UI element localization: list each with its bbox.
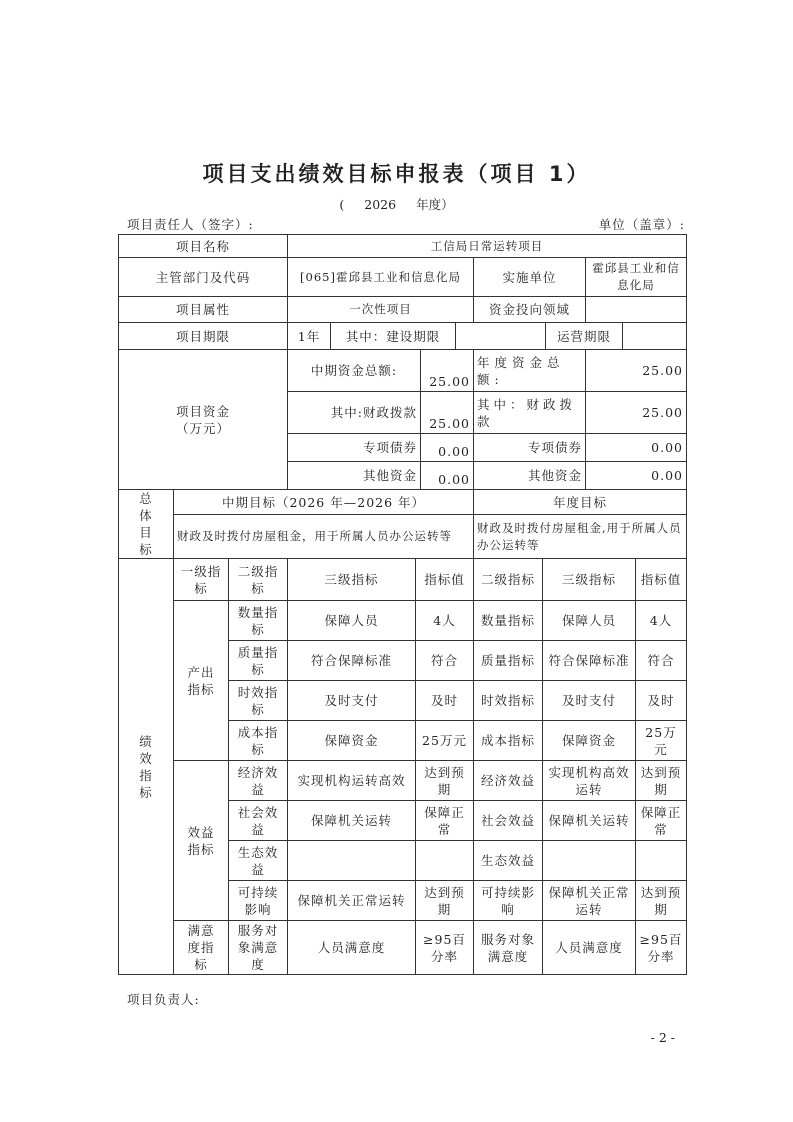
level2-indicator: 服务对象满意度 bbox=[229, 921, 288, 975]
level3-indicator bbox=[288, 841, 416, 881]
indicator-value: 保障正常 bbox=[416, 801, 474, 841]
ops-value bbox=[623, 323, 687, 350]
table-row bbox=[119, 921, 687, 975]
level3-indicator: 人员满意度 bbox=[288, 921, 416, 975]
goals-year-text: 财政及时拨付房屋租金,用于所属人员办公运转等 bbox=[474, 515, 687, 559]
level3-indicator-year: 人员满意度 bbox=[543, 921, 636, 975]
indicator-value: 符合 bbox=[416, 641, 474, 681]
year-open: ( bbox=[339, 197, 345, 212]
indicator-value: 达到预期 bbox=[416, 761, 474, 801]
level3-indicator-year: 保障机关正常运转 bbox=[543, 881, 636, 921]
indicator-header: 一级指标 bbox=[174, 559, 229, 601]
goals-mid-text: 财政及时拨付房屋租金，用于所属人员办公运转等 bbox=[174, 515, 474, 559]
level2-indicator: 生态效益 bbox=[229, 841, 288, 881]
attr-label: 项目属性 bbox=[119, 297, 288, 323]
fund-mid-label: 其中:财政拨款 bbox=[288, 392, 421, 434]
level3-indicator: 保障机关运转 bbox=[288, 801, 416, 841]
indicator-value-year: 保障正常 bbox=[636, 801, 687, 841]
indicator-value-year: 达到预期 bbox=[636, 881, 687, 921]
indicator-value-year: 25万元 bbox=[636, 721, 687, 761]
funds-table bbox=[118, 349, 687, 490]
level2-indicator: 数量指标 bbox=[229, 601, 288, 641]
level2-indicator-year: 经济效益 bbox=[474, 761, 543, 801]
level3-indicator-year: 实现机构高效运转 bbox=[543, 761, 636, 801]
level3-indicator: 及时支付 bbox=[288, 681, 416, 721]
fund-mid-value: 25.00 bbox=[421, 350, 474, 392]
info-table bbox=[118, 234, 687, 323]
build-label: 其中：建设期限 bbox=[331, 323, 456, 350]
goals-mid-header: 中期目标（2026 年—2026 年） bbox=[174, 490, 474, 515]
fund-mid-value: 0.00 bbox=[421, 434, 474, 462]
level2-indicator-year: 社会效益 bbox=[474, 801, 543, 841]
level3-indicator-year: 保障机关运转 bbox=[543, 801, 636, 841]
indicator-group: 满意度指标 bbox=[174, 921, 229, 975]
funds-label: 项目资金（万元） bbox=[119, 350, 288, 490]
level3-indicator-year: 保障资金 bbox=[543, 721, 636, 761]
fund-mid-value: 0.00 bbox=[421, 462, 474, 490]
level2-indicator-year: 服务对象满意度 bbox=[474, 921, 543, 975]
level2-indicator-year: 生态效益 bbox=[474, 841, 543, 881]
fund-year-value: 0.00 bbox=[586, 462, 687, 490]
year-label: 年度） bbox=[416, 197, 454, 212]
indicator-header-row bbox=[119, 559, 687, 601]
level2-indicator: 经济效益 bbox=[229, 761, 288, 801]
level3-indicator-year: 及时支付 bbox=[543, 681, 636, 721]
indicator-header: 三级指标 bbox=[288, 559, 416, 601]
fund-year-label: 其他资金 bbox=[474, 462, 586, 490]
indicator-header: 指标值 bbox=[416, 559, 474, 601]
level2-indicator-year: 质量指标 bbox=[474, 641, 543, 681]
year-value: 2026 bbox=[364, 197, 397, 212]
page-title: 项目支出绩效目标申报表（项目 1） bbox=[202, 162, 591, 186]
indicator-value-year: 达到预期 bbox=[636, 761, 687, 801]
dept-label: 主管部门及代码 bbox=[119, 258, 288, 297]
report-table bbox=[118, 235, 686, 975]
level2-indicator: 社会效益 bbox=[229, 801, 288, 841]
indicator-header: 三级指标 bbox=[543, 559, 636, 601]
level2-indicator: 质量指标 bbox=[229, 641, 288, 681]
indicator-value-year: 4人 bbox=[636, 601, 687, 641]
indicator-value-year: ≥95百分率 bbox=[636, 921, 687, 975]
ops-label: 运营期限 bbox=[546, 323, 623, 350]
unit-label: 单位（盖章）: bbox=[598, 217, 685, 232]
attr-value: 一次性项目 bbox=[288, 297, 474, 323]
indicator-header: 二级指标 bbox=[229, 559, 288, 601]
indicator-value: 4人 bbox=[416, 601, 474, 641]
responsible-label: 项目责任人（签字）: bbox=[127, 217, 254, 232]
footer-label: 项目负责人: bbox=[127, 992, 200, 1007]
period-label: 项目期限 bbox=[119, 323, 288, 350]
year-line bbox=[0, 195, 793, 213]
impl-label: 实施单位 bbox=[474, 258, 586, 297]
page-number: - 2 - bbox=[650, 1030, 675, 1045]
field-value bbox=[586, 297, 687, 323]
fund-year-label: 专项债券 bbox=[474, 434, 586, 462]
fund-year-value: 0.00 bbox=[586, 434, 687, 462]
period-value: 1年 bbox=[288, 323, 331, 350]
indicator-value: 及时 bbox=[416, 681, 474, 721]
indicator-value-year bbox=[636, 841, 687, 881]
level2-indicator: 成本指标 bbox=[229, 721, 288, 761]
fund-mid-value: 25.00 bbox=[421, 392, 474, 434]
level3-indicator-year: 符合保障标准 bbox=[543, 641, 636, 681]
level3-indicator-year bbox=[543, 841, 636, 881]
level2-indicator: 时效指标 bbox=[229, 681, 288, 721]
fund-year-label: 年度资金总额: bbox=[474, 350, 586, 392]
indicator-header: 二级指标 bbox=[474, 559, 543, 601]
indicator-value: ≥95百分率 bbox=[416, 921, 474, 975]
impl-value: 霍邱县工业和信息化局 bbox=[586, 258, 687, 297]
level2-indicator-year: 成本指标 bbox=[474, 721, 543, 761]
indicators-label: 绩效指标 bbox=[119, 559, 174, 975]
level3-indicator: 保障机关正常运转 bbox=[288, 881, 416, 921]
fund-year-value: 25.00 bbox=[586, 392, 687, 434]
goals-table bbox=[118, 489, 687, 559]
build-value bbox=[456, 323, 546, 350]
level3-indicator: 保障人员 bbox=[288, 601, 416, 641]
level3-indicator: 实现机构运转高效 bbox=[288, 761, 416, 801]
field-label: 资金投向领域 bbox=[474, 297, 586, 323]
indicator-value: 25万元 bbox=[416, 721, 474, 761]
project-name-value: 工信局日常运转项目 bbox=[288, 235, 687, 258]
indicators-table bbox=[118, 558, 687, 975]
level3-indicator: 符合保障标准 bbox=[288, 641, 416, 681]
indicator-value: 达到预期 bbox=[416, 881, 474, 921]
level3-indicator-year: 保障人员 bbox=[543, 601, 636, 641]
indicator-value bbox=[416, 841, 474, 881]
indicator-header: 指标值 bbox=[636, 559, 687, 601]
indicator-group: 效益指标 bbox=[174, 761, 229, 921]
period-table bbox=[118, 322, 687, 350]
level2-indicator-year: 数量指标 bbox=[474, 601, 543, 641]
fund-mid-label: 中期资金总额: bbox=[288, 350, 421, 392]
indicator-group: 产出指标 bbox=[174, 601, 229, 761]
table-row bbox=[119, 761, 687, 801]
project-name-label: 项目名称 bbox=[119, 235, 288, 258]
indicator-value-year: 符合 bbox=[636, 641, 687, 681]
goals-label: 总体目标 bbox=[119, 490, 174, 559]
fund-mid-label: 专项债券 bbox=[288, 434, 421, 462]
fund-year-label: 其中：财政拨款 bbox=[474, 392, 586, 434]
fund-mid-label: 其他资金 bbox=[288, 462, 421, 490]
table-row bbox=[119, 601, 687, 641]
level2-indicator-year: 时效指标 bbox=[474, 681, 543, 721]
fund-year-value: 25.00 bbox=[586, 350, 687, 392]
level2-indicator: 可持续影响 bbox=[229, 881, 288, 921]
indicator-value-year: 及时 bbox=[636, 681, 687, 721]
level3-indicator: 保障资金 bbox=[288, 721, 416, 761]
level2-indicator-year: 可持续影响 bbox=[474, 881, 543, 921]
dept-value: [065]霍邱县工业和信息化局 bbox=[288, 258, 474, 297]
goals-year-header: 年度目标 bbox=[474, 490, 687, 515]
